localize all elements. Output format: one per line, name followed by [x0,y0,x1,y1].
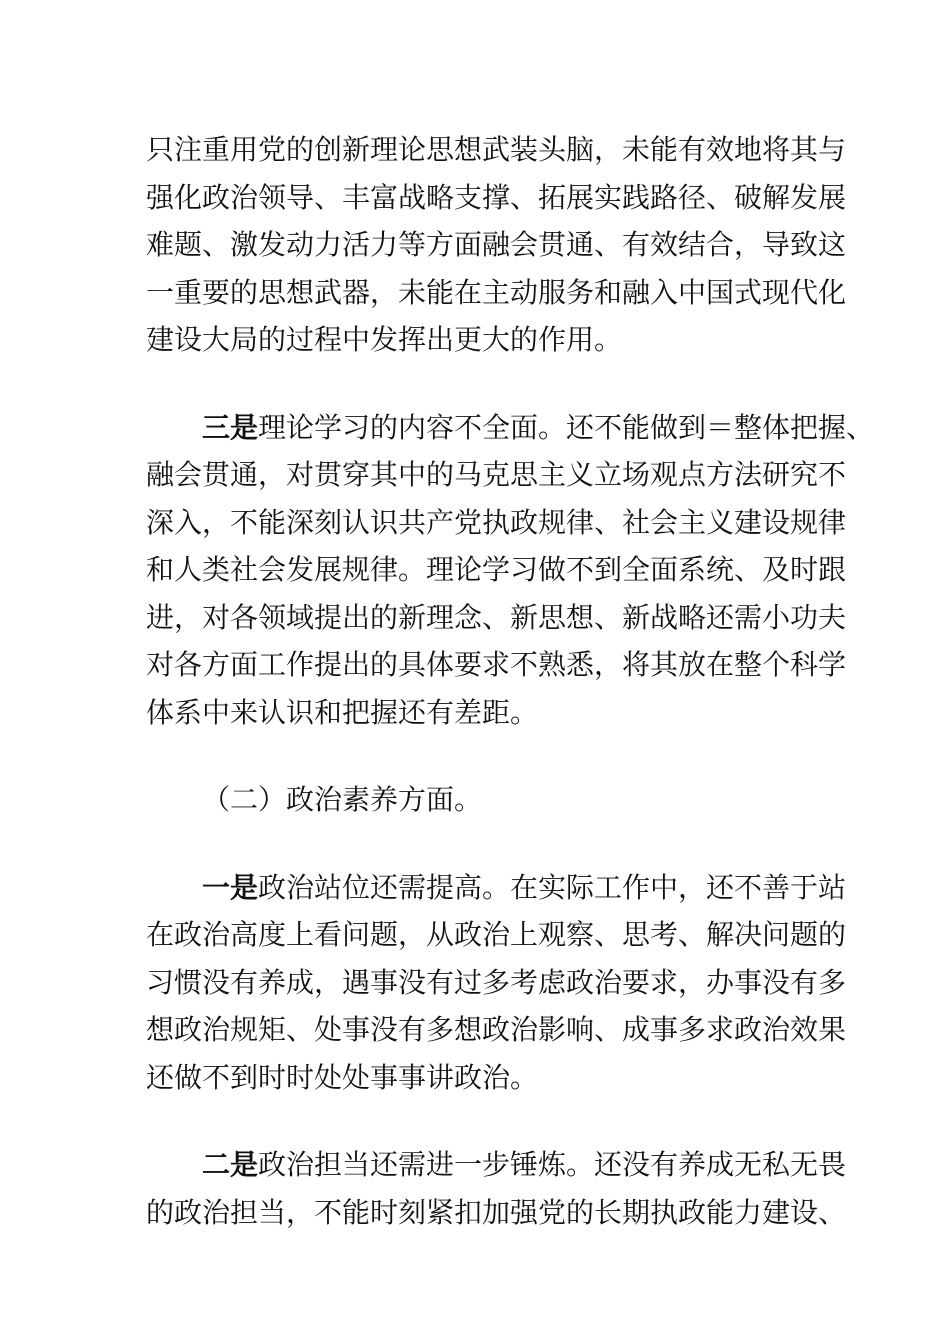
section-heading-text: （二）政治素养方面。 [202,783,483,816]
text-line: 难题、激发动力活力等方面融会贯通、有效结合，导致这 [146,228,847,261]
paragraph-gap [146,824,826,864]
text-line: 进，对各领域提出的新理念、新思想、新战略还需小功夫 [146,600,847,634]
text-line: 习惯没有养成，遇事没有过多考虑政治要求，办事没有多 [146,965,847,999]
text-line: 在政治高度上看问题，从政治上观察、思考、解决问题的 [146,918,847,951]
text-line-first [146,864,847,912]
text-line: 强化政治领导、丰富战略支撑、拓展实践路径、破解发展 [146,180,847,214]
text-line-first [146,404,875,452]
paragraph-point-one [146,864,847,1102]
text-fragment: 理论学习的内容不全面。还不能做到＝整体把握、 [258,410,875,444]
text-line: 体系中来认识和把握还有差距。 [146,695,539,729]
paragraph-point-three [146,404,875,737]
paragraph-gap [146,364,826,404]
text-line: 只注重用党的创新理论思想武装头脑，未能有效地将其与 [146,133,847,166]
text-line: 深入，不能深刻认识共产党执政规律、社会主义建设规律 [146,505,847,539]
text-line: 还做不到时时处处事事讲政治。 [146,1060,539,1094]
text-line: 想政治规矩、处事没有多想政治影响、成事多求政治效果 [146,1013,847,1046]
text-line: 融会贯通，对贯穿其中的马克思主义立场观点方法研究不 [146,458,847,491]
text-fragment: 政治站位还需提高。在实际工作中，还不善于站 [258,870,847,904]
section-heading [146,776,826,824]
text-line: 对各方面工作提出的具体要求不熟悉，将其放在整个科学 [146,648,847,681]
text-line: 的政治担当，不能时刻紧扣加强党的长期执政能力建设、 [146,1195,847,1229]
text-line-first [146,1141,847,1189]
paragraph-continuation [146,126,847,364]
paragraph-point-two [146,1141,847,1236]
paragraph-lead: 三是 [202,410,259,444]
text-line: 和人类社会发展规律。理论学习做不到全面系统、及时跟 [146,553,847,586]
paragraph-gap [146,736,826,776]
paragraph-lead: 二是 [202,1148,259,1181]
paragraph-lead: 一是 [202,870,259,904]
text-fragment: 政治担当还需进一步锤炼。还没有养成无私无畏 [258,1148,847,1181]
text-line: 建设大局的过程中发挥出更大的作用。 [146,323,623,356]
paragraph-gap [146,1101,826,1141]
text-line: 一重要的思想武器，未能在主动服务和融入中国式现代化 [146,275,847,309]
document-body [146,126,875,1236]
